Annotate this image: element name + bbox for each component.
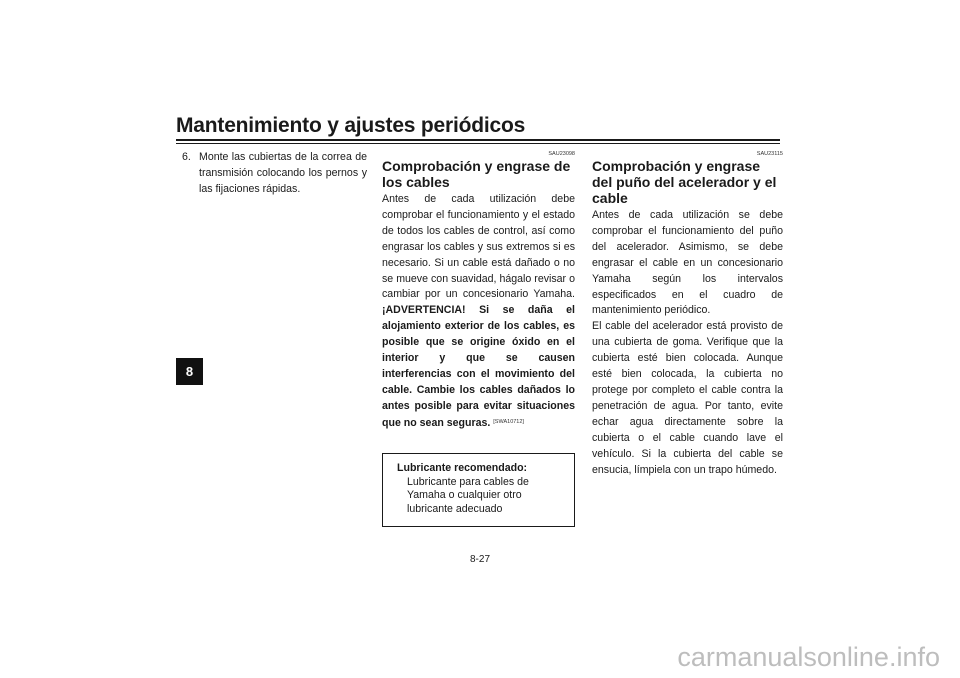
section-body-cables [382,192,575,431]
body-text: Antes de cada utilización debe comprobar el funcionamiento y el estado de todos los cables de control, así como engrasar los cables y sus extremos si es necesario. Si un cable está dañado o no se mueve con suavidad, hágalo revisar o cambiar por un concesionario Yamaha. [382,193,575,301]
warning-code: [SWA10712] [493,418,524,425]
throttle-paragraph-2: El cable del acelerador está provisto de una cubierta de goma. Verifique que la cubierta esté bien colocada. Aunque esté bien colocada, la cubierta no protege por completo el cable contra la penetración de agua. Por tanto, evite echar agua directamente sobre la cubierta o el cable cuando lave el vehículo. Si la cubierta del cable se ensucia, límpiela con un trapo húmedo. [592,320,783,476]
column-1 [182,150,367,198]
page-title: Mantenimiento y ajustes periódicos [176,114,526,137]
throttle-paragraph-1: Antes de cada utilización se debe comprobar el funcionamiento del puño del acelerador. Asimismo, se debe engrasar el cable en un concesionario Yamaha según los intervalos especificados en el cuadro de mantenimiento periódico. [592,209,783,317]
column-3 [592,150,783,478]
step-text: Monte las cubiertas de la correa de transmisión colocando los pernos y las fijaciones rápidas. [199,151,367,195]
lubricant-title: Lubricante recomendado: [397,462,528,475]
section-title-throttle: Comprobación y engrase del puño del acelerador y el cable [592,158,777,206]
section-code: SAU23098 [548,151,575,157]
lubricant-box [382,453,575,527]
warning-text: ¡ADVERTENCIA! Si se daña el alojamiento exterior de los cables, es posible que se origine óxido en el interior y que se causen interferencias con el movimiento del cable. Cambie los cables dañados lo antes posible para evitar situaciones que no sean seguras. [382,304,575,429]
column-2 [382,150,575,527]
header-divider-thin [176,143,780,144]
step-number: 6. [182,151,191,163]
watermark: carmanualsonline.info [677,642,940,672]
step-item [182,150,367,198]
section-title-cables: Comprobación y engrase de los cables [382,158,571,190]
lubricant-text: Lubricante para cables de Yamaha o cualquier otro lubricante adecuado [407,475,529,515]
chapter-tab: 8 [176,358,203,385]
header-divider [176,139,780,141]
section-code: SAU23115 [756,151,783,157]
page-number: 8-27 [469,554,490,565]
